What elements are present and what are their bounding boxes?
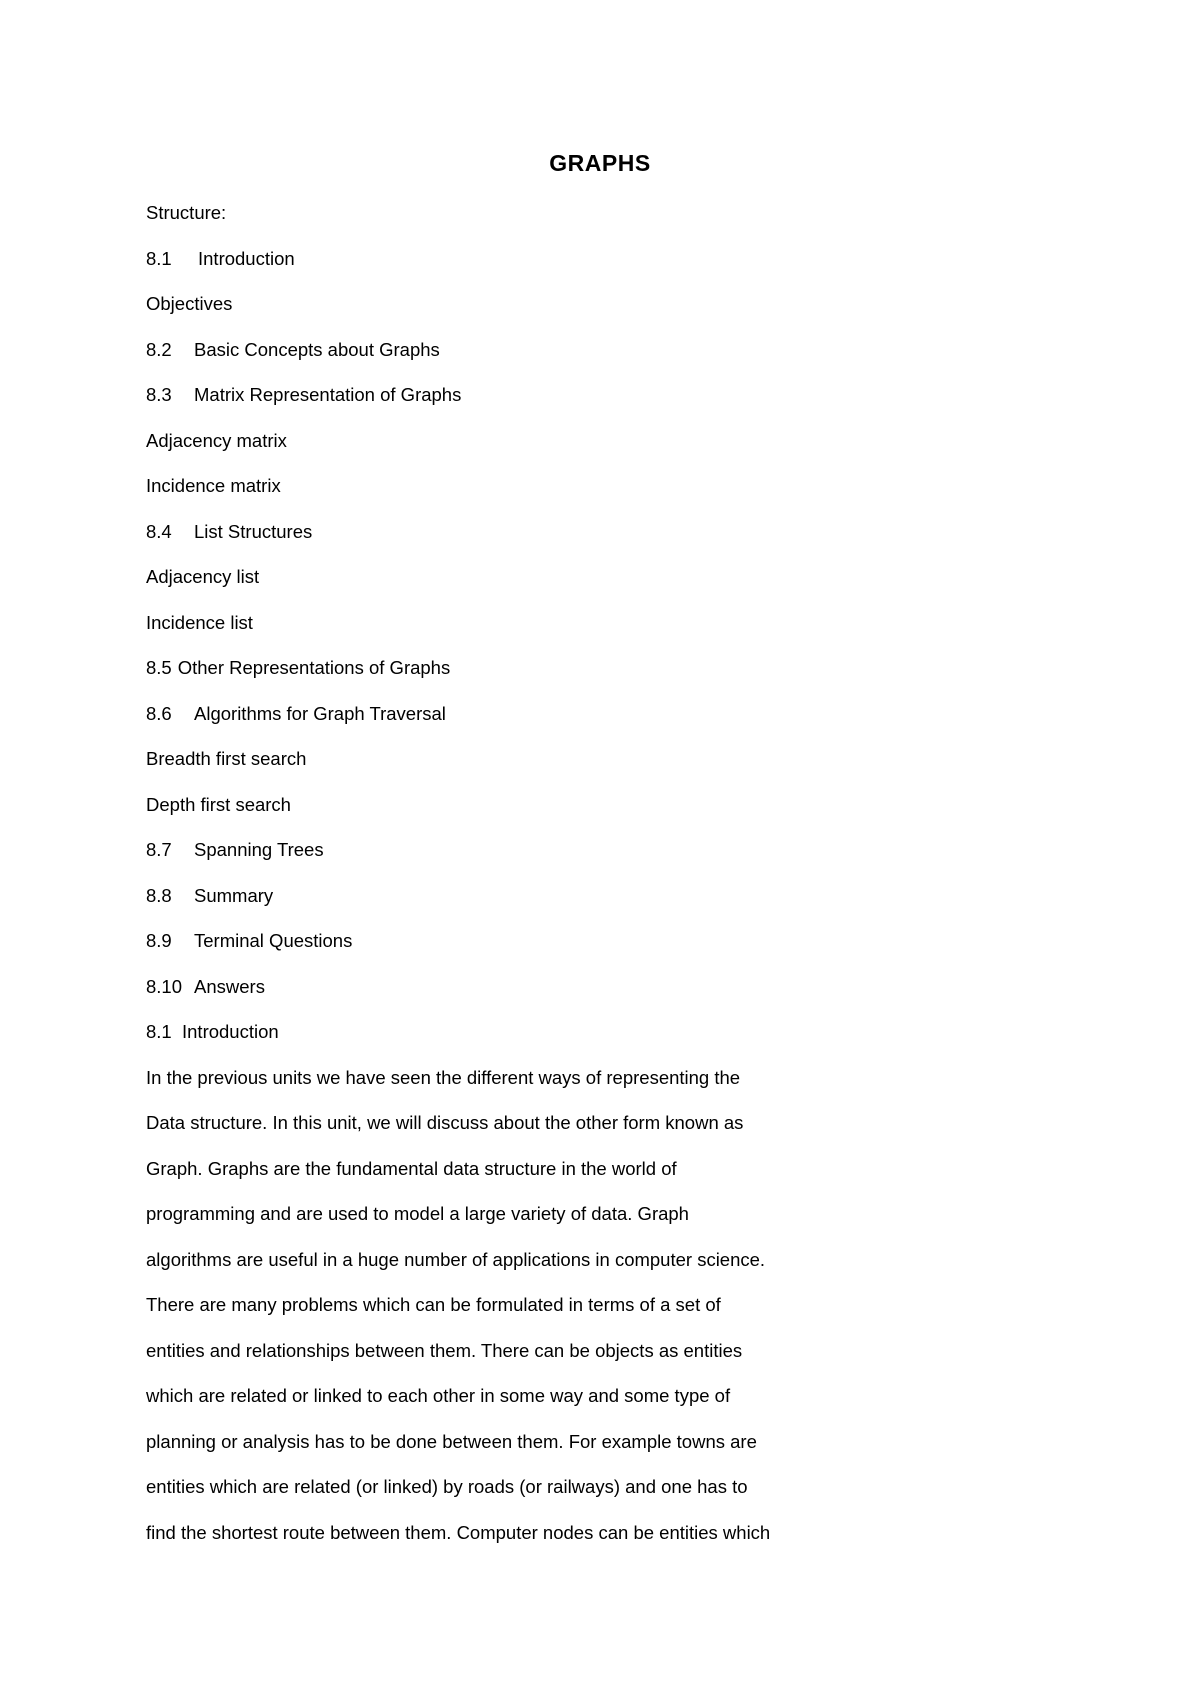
toc-item xyxy=(146,699,1046,745)
toc-item xyxy=(146,790,1046,836)
toc-item xyxy=(146,562,1046,608)
body-line: which are related or linked to each other in some way and some type of xyxy=(146,1385,731,1406)
toc-item xyxy=(146,471,1046,517)
toc-number: 8.8 xyxy=(146,884,172,906)
toc-label: Introduction xyxy=(198,247,295,269)
toc-label: Terminal Questions xyxy=(194,930,353,951)
body-line: entities and relationships between them. There can be objects as entities xyxy=(146,1339,743,1361)
toc-item xyxy=(146,881,1046,927)
body-line: find the shortest route between them. Computer nodes can be entities which xyxy=(146,1521,771,1543)
page-title: GRAPHS xyxy=(549,150,651,176)
toc-number: 8.7 xyxy=(146,839,172,860)
toc-item xyxy=(146,380,1046,426)
toc-item xyxy=(146,653,1046,699)
toc-item xyxy=(146,608,1046,654)
toc-item xyxy=(146,244,1046,290)
section-heading xyxy=(146,1017,1046,1063)
toc-item xyxy=(146,926,1046,972)
toc-item xyxy=(146,744,1046,790)
toc-label: Basic Concepts about Graphs xyxy=(194,338,440,360)
toc-label: Summary xyxy=(194,884,274,906)
toc-item xyxy=(146,289,1046,335)
toc-label: Adjacency list xyxy=(146,566,260,587)
toc-item xyxy=(146,335,1046,381)
toc-item xyxy=(146,972,1046,1018)
toc-number: 8.3 xyxy=(146,384,172,405)
toc-number: 8.10 xyxy=(146,975,183,997)
toc-label: List Structures xyxy=(194,520,313,542)
toc-label: Breadth first search xyxy=(146,748,307,769)
body-line: planning or analysis has to be done between them. For example towns are xyxy=(146,1430,757,1452)
toc-number: 8.2 xyxy=(146,338,172,360)
body-line: In the previous units we have seen the different ways of representing the xyxy=(146,1066,741,1088)
toc-number: 8.4 xyxy=(146,520,172,542)
toc-number: 8.1 xyxy=(146,247,172,269)
toc-number: 8.5 xyxy=(146,657,172,678)
toc-number: 8.6 xyxy=(146,702,172,724)
body-line: Data structure. In this unit, we will discuss about the other form known as xyxy=(146,1112,744,1133)
toc-label: Incidence matrix xyxy=(146,475,281,496)
toc-label: Answers xyxy=(194,975,265,997)
toc-item xyxy=(146,426,1046,472)
toc-item xyxy=(146,517,1046,563)
structure-label: Structure: xyxy=(146,202,227,223)
body-line: programming and are used to model a large variety of data. Graph xyxy=(146,1203,689,1224)
toc-label: Algorithms for Graph Traversal xyxy=(194,702,446,724)
toc-label: Incidence list xyxy=(146,611,253,633)
toc-item xyxy=(146,835,1046,881)
body-line: algorithms are useful in a huge number of applications in computer science. xyxy=(146,1248,766,1270)
body-line: There are many problems which can be formulated in terms of a set of xyxy=(146,1294,721,1315)
toc-number: 8.9 xyxy=(146,930,172,951)
toc-label: Matrix Representation of Graphs xyxy=(194,384,462,405)
toc-label: Adjacency matrix xyxy=(146,429,287,451)
document-content xyxy=(146,198,1046,1563)
section-title: Introduction xyxy=(182,1021,279,1042)
body-line: Graph. Graphs are the fundamental data structure in the world of xyxy=(146,1157,677,1179)
toc-label: Depth first search xyxy=(146,793,291,815)
body-line: entities which are related (or linked) by roads (or railways) and one has to xyxy=(146,1476,748,1497)
section-number: 8.1 xyxy=(146,1021,172,1042)
toc-label: Objectives xyxy=(146,293,233,314)
toc-label: Other Representations of Graphs xyxy=(177,657,451,678)
toc-label: Spanning Trees xyxy=(194,839,324,860)
